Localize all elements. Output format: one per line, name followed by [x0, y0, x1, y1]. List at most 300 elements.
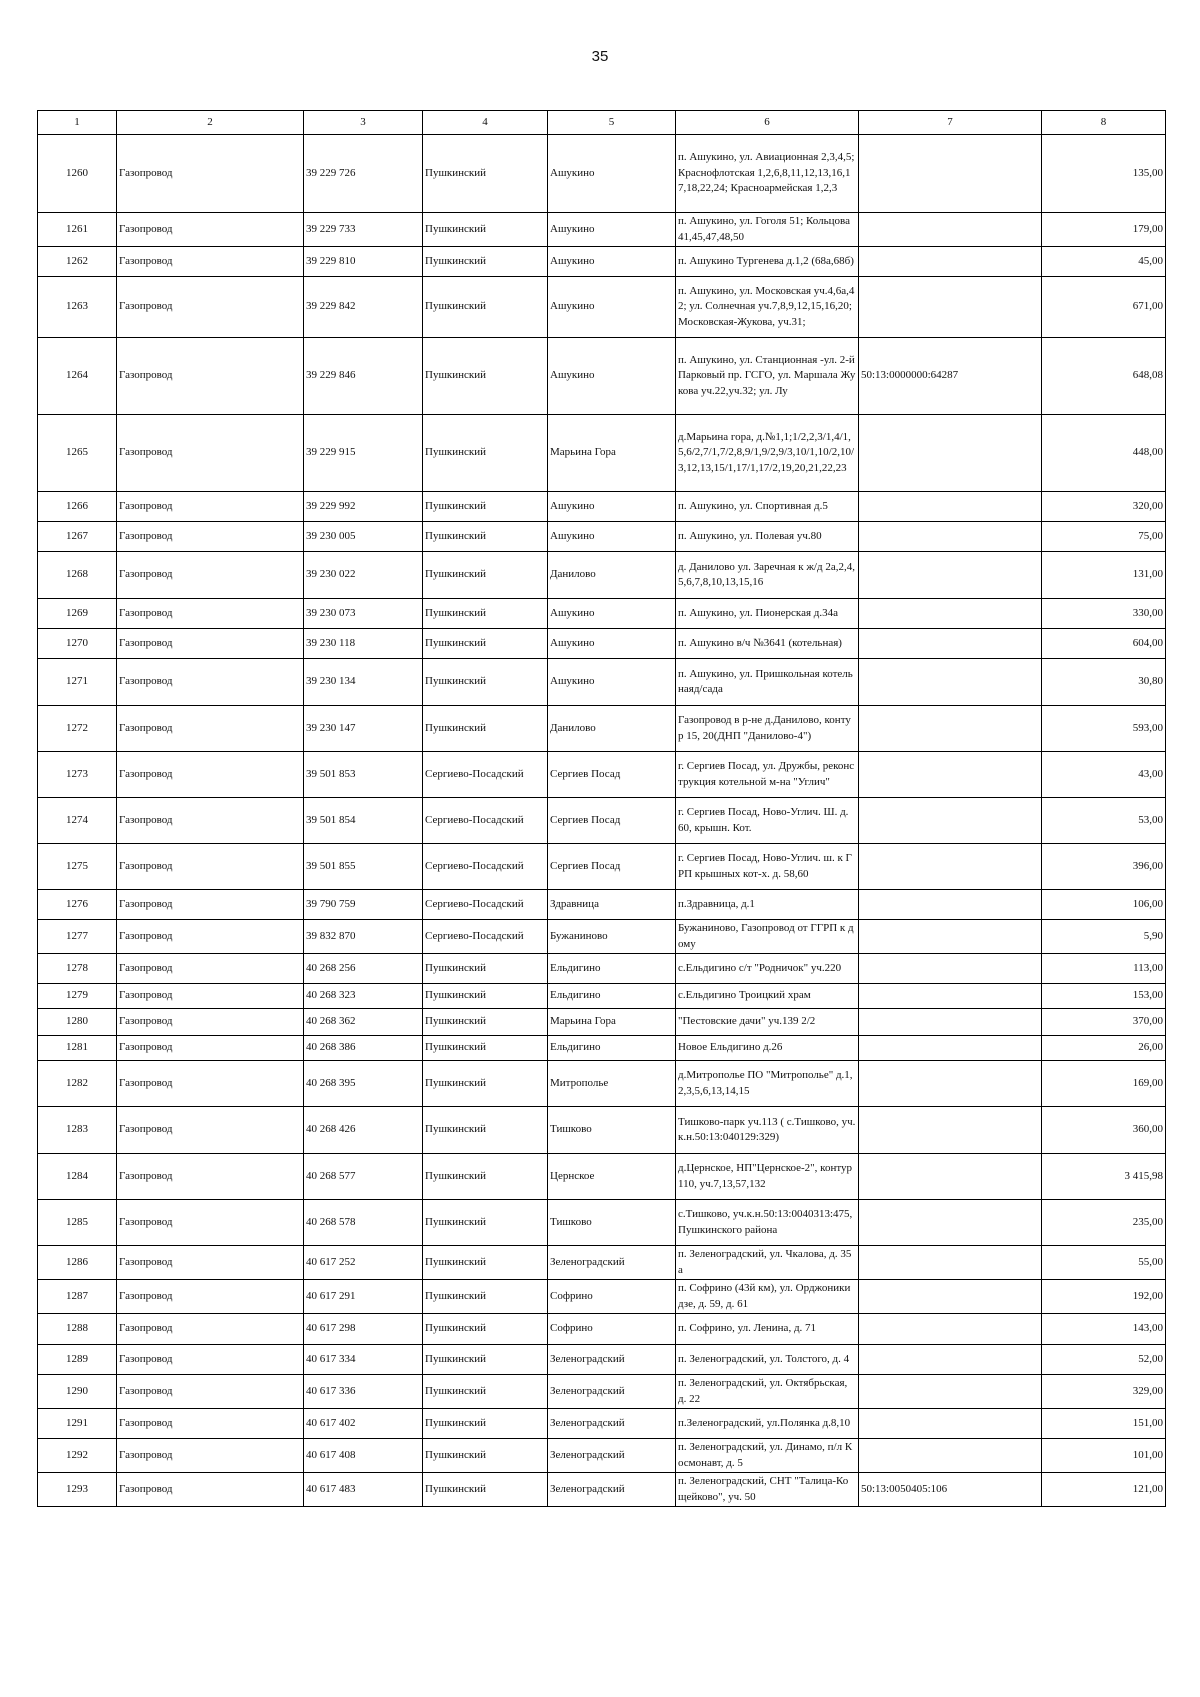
- row-number: 1287: [38, 1280, 117, 1314]
- row-number: 1270: [38, 629, 117, 659]
- length-value: 192,00: [1042, 1280, 1166, 1314]
- address-text: д.Митрополье ПО "Митрополье" д.1,2,3,5,6,13,14,15: [676, 1061, 859, 1107]
- address-text: с.Тишково, уч.к.н.50:13:0040313:475, Пушкинского района: [676, 1200, 859, 1246]
- length-value: 320,00: [1042, 492, 1166, 522]
- row-number: 1293: [38, 1473, 117, 1507]
- cadastral-number: [859, 1036, 1042, 1061]
- row-number: 1286: [38, 1246, 117, 1280]
- cadastral-number: [859, 659, 1042, 706]
- address-text: г. Сергиев Посад, Ново-Углич. ш. к ГРП крышных кот-х. д. 58,60: [676, 844, 859, 890]
- row-number: 1290: [38, 1375, 117, 1409]
- address-text: "Пестовские дачи" уч.139 2/2: [676, 1009, 859, 1036]
- address-text: Бужанинoво, Газопровод от ГГРП к дому: [676, 920, 859, 954]
- inventory-code: 39 230 022: [304, 552, 423, 599]
- table-row: [38, 1280, 1166, 1314]
- table-row: [38, 1375, 1166, 1409]
- object-name: Газопровод: [117, 1375, 304, 1409]
- inventory-code: 40 268 256: [304, 954, 423, 984]
- inventory-code: 39 229 846: [304, 338, 423, 415]
- cadastral-number: [859, 522, 1042, 552]
- object-name: Газопровод: [117, 1409, 304, 1439]
- row-number: 1284: [38, 1154, 117, 1200]
- address-text: п. Софрино (43й км), ул. Орджоникидзе, д. 59, д. 61: [676, 1280, 859, 1314]
- locality-name: Ельдигино: [548, 1036, 676, 1061]
- cadastral-number: [859, 1107, 1042, 1154]
- table-row: [38, 1246, 1166, 1280]
- locality-name: Ашукино: [548, 277, 676, 338]
- address-text: п.Здравница, д.1: [676, 890, 859, 920]
- object-name: Газопровод: [117, 1009, 304, 1036]
- district-name: Сергиево-Посадский: [423, 890, 548, 920]
- object-name: Газопровод: [117, 492, 304, 522]
- locality-name: Сергиев Посад: [548, 752, 676, 798]
- inventory-code: 40 268 577: [304, 1154, 423, 1200]
- locality-name: Здравница: [548, 890, 676, 920]
- length-value: 101,00: [1042, 1439, 1166, 1473]
- inventory-code: 39 501 855: [304, 844, 423, 890]
- object-name: Газопровод: [117, 1107, 304, 1154]
- address-text: п. Ашукино, ул. Пришкольная котельнаяд/сада: [676, 659, 859, 706]
- district-name: Пушкинский: [423, 1200, 548, 1246]
- object-name: Газопровод: [117, 1200, 304, 1246]
- district-name: Пушкинский: [423, 984, 548, 1009]
- inventory-code: 39 230 073: [304, 599, 423, 629]
- address-text: п. Зеленоградский, СНТ "Талица-Кощейково", уч. 50: [676, 1473, 859, 1507]
- address-text: п. Ашукино, ул. Московская уч.4,6а,42; ул. Солнечная уч.7,8,9,12,15,16,20; Московская-Жукова, уч.31;: [676, 277, 859, 338]
- row-number: 1265: [38, 415, 117, 492]
- district-name: Пушкинский: [423, 213, 548, 247]
- length-value: 5,90: [1042, 920, 1166, 954]
- locality-name: Зеленоградский: [548, 1375, 676, 1409]
- object-name: Газопровод: [117, 920, 304, 954]
- address-text: Новое Ельдигино д.26: [676, 1036, 859, 1061]
- inventory-code: 40 268 395: [304, 1061, 423, 1107]
- object-name: Газопровод: [117, 522, 304, 552]
- address-text: п. Ашукино, ул. Пионерская д.34а: [676, 599, 859, 629]
- cadastral-number: [859, 954, 1042, 984]
- length-value: 648,08: [1042, 338, 1166, 415]
- locality-name: Тишково: [548, 1200, 676, 1246]
- table-row: [38, 954, 1166, 984]
- address-text: п. Зеленоградский, ул. Динамо, п/л Космонавт, д. 5: [676, 1439, 859, 1473]
- row-number: 1280: [38, 1009, 117, 1036]
- row-number: 1281: [38, 1036, 117, 1061]
- inventory-code: 39 229 915: [304, 415, 423, 492]
- locality-name: Сергиев Посад: [548, 844, 676, 890]
- object-name: Газопровод: [117, 798, 304, 844]
- inventory-code: 39 230 134: [304, 659, 423, 706]
- object-name: Газопровод: [117, 1246, 304, 1280]
- inventory-code: 39 832 870: [304, 920, 423, 954]
- table-row: [38, 1200, 1166, 1246]
- cadastral-number: [859, 890, 1042, 920]
- address-text: п. Ашукино, ул. Гоголя 51; Кольцова 41,45,47,48,50: [676, 213, 859, 247]
- table-row: [38, 1314, 1166, 1345]
- district-name: Пушкинский: [423, 1061, 548, 1107]
- address-text: д. Данилово ул. Заречная к ж/д 2а,2,4,5,6,7,8,10,13,15,16: [676, 552, 859, 599]
- cadastral-number: [859, 706, 1042, 752]
- inventory-code: 40 617 298: [304, 1314, 423, 1345]
- district-name: Пушкинский: [423, 1107, 548, 1154]
- district-name: Пушкинский: [423, 659, 548, 706]
- length-value: 604,00: [1042, 629, 1166, 659]
- row-number: 1291: [38, 1409, 117, 1439]
- locality-name: Ельдигино: [548, 984, 676, 1009]
- locality-name: Ашукино: [548, 338, 676, 415]
- cadastral-number: [859, 213, 1042, 247]
- object-name: Газопровод: [117, 1280, 304, 1314]
- locality-name: Ашукино: [548, 522, 676, 552]
- column-header: 5: [548, 111, 676, 135]
- row-number: 1263: [38, 277, 117, 338]
- district-name: Пушкинский: [423, 706, 548, 752]
- address-text: п. Ашукино в/ч №3641 (котельная): [676, 629, 859, 659]
- object-name: Газопровод: [117, 844, 304, 890]
- inventory-code: 40 617 336: [304, 1375, 423, 1409]
- length-value: 30,80: [1042, 659, 1166, 706]
- address-text: п. Ашукино, ул. Полевая уч.80: [676, 522, 859, 552]
- row-number: 1277: [38, 920, 117, 954]
- row-number: 1292: [38, 1439, 117, 1473]
- district-name: Пушкинский: [423, 1409, 548, 1439]
- length-value: 370,00: [1042, 1009, 1166, 1036]
- cadastral-number: [859, 415, 1042, 492]
- object-name: Газопровод: [117, 338, 304, 415]
- address-text: п. Ашукино, ул. Станционная -ул. 2-й Парковый пр. ГСГО, ул. Маршала Жукова уч.22,уч.32; ул. Лу: [676, 338, 859, 415]
- length-value: 329,00: [1042, 1375, 1166, 1409]
- address-text: Тишково-парк уч.113 ( с.Тишково, уч.к.н.50:13:040129:329): [676, 1107, 859, 1154]
- district-name: Сергиево-Посадский: [423, 920, 548, 954]
- inventory-code: 39 230 118: [304, 629, 423, 659]
- length-value: 121,00: [1042, 1473, 1166, 1507]
- district-name: Пушкинский: [423, 1375, 548, 1409]
- inventory-code: 39 229 733: [304, 213, 423, 247]
- district-name: Пушкинский: [423, 599, 548, 629]
- district-name: Пушкинский: [423, 338, 548, 415]
- column-number-header-row: [38, 111, 1166, 135]
- cadastral-number: [859, 1345, 1042, 1375]
- table-row: [38, 1036, 1166, 1061]
- district-name: Сергиево-Посадский: [423, 844, 548, 890]
- address-text: п. Зеленоградский, ул. Чкалова, д. 35а: [676, 1246, 859, 1280]
- column-header: 6: [676, 111, 859, 135]
- length-value: 3 415,98: [1042, 1154, 1166, 1200]
- length-value: 151,00: [1042, 1409, 1166, 1439]
- district-name: Пушкинский: [423, 277, 548, 338]
- district-name: Пушкинский: [423, 415, 548, 492]
- cadastral-number: [859, 1246, 1042, 1280]
- cadastral-number: [859, 552, 1042, 599]
- table-row: [38, 1107, 1166, 1154]
- address-text: п. Ашукино, ул. Авиационная 2,3,4,5; Краснофлотская 1,2,6,8,11,12,13,16,17,18,22,24; Красноармейская 1,2,3: [676, 135, 859, 213]
- row-number: 1285: [38, 1200, 117, 1246]
- row-number: 1275: [38, 844, 117, 890]
- address-text: г. Сергиев Посад, ул. Дружбы, реконструкция котельной м-на "Углич": [676, 752, 859, 798]
- locality-name: Ашукино: [548, 135, 676, 213]
- object-name: Газопровод: [117, 706, 304, 752]
- locality-name: Цернское: [548, 1154, 676, 1200]
- gas-pipeline-registry-table: [37, 110, 1166, 1507]
- table-row: [38, 1439, 1166, 1473]
- table-row: [38, 213, 1166, 247]
- object-name: Газопровод: [117, 752, 304, 798]
- page-number: 35: [591, 48, 609, 65]
- inventory-code: 39 229 726: [304, 135, 423, 213]
- object-name: Газопровод: [117, 415, 304, 492]
- length-value: 235,00: [1042, 1200, 1166, 1246]
- table-row: [38, 920, 1166, 954]
- table-row: [38, 247, 1166, 277]
- row-number: 1271: [38, 659, 117, 706]
- row-number: 1269: [38, 599, 117, 629]
- locality-name: Ашукино: [548, 659, 676, 706]
- district-name: Пушкинский: [423, 492, 548, 522]
- address-text: д.Марьина гора, д.№1,1;1/2,2,3/1,4/1,5,6/2,7/1,7/2,8,9/1,9/2,9/3,10/1,10/2,10/3,12,13,15/1,17/1,17/2,19,20,21,22,23: [676, 415, 859, 492]
- object-name: Газопровод: [117, 1154, 304, 1200]
- length-value: 330,00: [1042, 599, 1166, 629]
- row-number: 1283: [38, 1107, 117, 1154]
- locality-name: Зеленоградский: [548, 1473, 676, 1507]
- row-number: 1278: [38, 954, 117, 984]
- inventory-code: 39 229 842: [304, 277, 423, 338]
- locality-name: Марьина Гора: [548, 1009, 676, 1036]
- district-name: Сергиево-Посадский: [423, 798, 548, 844]
- district-name: Сергиево-Посадский: [423, 752, 548, 798]
- address-text: г. Сергиев Посад, Ново-Углич. Ш. д. 60, крышн. Кот.: [676, 798, 859, 844]
- locality-name: Данилово: [548, 706, 676, 752]
- district-name: Пушкинский: [423, 954, 548, 984]
- address-text: с.Ельдигино Троицкий храм: [676, 984, 859, 1009]
- table-row: [38, 552, 1166, 599]
- locality-name: Ельдигино: [548, 954, 676, 984]
- table-row: [38, 599, 1166, 629]
- length-value: 45,00: [1042, 247, 1166, 277]
- cadastral-number: [859, 1314, 1042, 1345]
- cadastral-number: [859, 1409, 1042, 1439]
- address-text: с.Ельдигино с/т "Родничок" уч.220: [676, 954, 859, 984]
- object-name: Газопровод: [117, 1439, 304, 1473]
- length-value: 169,00: [1042, 1061, 1166, 1107]
- locality-name: Ашукино: [548, 213, 676, 247]
- locality-name: Марьина Гора: [548, 415, 676, 492]
- table-row: [38, 1409, 1166, 1439]
- cadastral-number: [859, 599, 1042, 629]
- locality-name: Зеленоградский: [548, 1409, 676, 1439]
- length-value: 43,00: [1042, 752, 1166, 798]
- locality-name: Зеленоградский: [548, 1345, 676, 1375]
- row-number: 1272: [38, 706, 117, 752]
- table-row: [38, 1473, 1166, 1507]
- cadastral-number: [859, 135, 1042, 213]
- address-text: п. Ашукино Тургенева д.1,2 (68а,68б): [676, 247, 859, 277]
- cadastral-number: [859, 1009, 1042, 1036]
- district-name: Пушкинский: [423, 1314, 548, 1345]
- length-value: 593,00: [1042, 706, 1166, 752]
- row-number: 1279: [38, 984, 117, 1009]
- length-value: 143,00: [1042, 1314, 1166, 1345]
- row-number: 1274: [38, 798, 117, 844]
- length-value: 75,00: [1042, 522, 1166, 552]
- district-name: Пушкинский: [423, 552, 548, 599]
- table-row: [38, 890, 1166, 920]
- length-value: 52,00: [1042, 1345, 1166, 1375]
- locality-name: Зеленоградский: [548, 1246, 676, 1280]
- district-name: Пушкинский: [423, 629, 548, 659]
- table-row: [38, 1009, 1166, 1036]
- column-header: 2: [117, 111, 304, 135]
- district-name: Пушкинский: [423, 1154, 548, 1200]
- table-row: [38, 492, 1166, 522]
- cadastral-number: [859, 1200, 1042, 1246]
- inventory-code: 39 230 005: [304, 522, 423, 552]
- table-row: [38, 706, 1166, 752]
- cadastral-number: [859, 984, 1042, 1009]
- row-number: 1273: [38, 752, 117, 798]
- length-value: 396,00: [1042, 844, 1166, 890]
- address-text: п. Софрино, ул. Ленина, д. 71: [676, 1314, 859, 1345]
- inventory-code: 40 617 402: [304, 1409, 423, 1439]
- district-name: Пушкинский: [423, 135, 548, 213]
- length-value: 113,00: [1042, 954, 1166, 984]
- table-row: [38, 338, 1166, 415]
- row-number: 1261: [38, 213, 117, 247]
- column-header: 7: [859, 111, 1042, 135]
- cadastral-number: 50:13:0050405:106: [859, 1473, 1042, 1507]
- row-number: 1260: [38, 135, 117, 213]
- cadastral-number: [859, 1439, 1042, 1473]
- district-name: Пушкинский: [423, 1280, 548, 1314]
- table-row: [38, 277, 1166, 338]
- address-text: п. Зеленоградский, ул. Толстого, д. 4: [676, 1345, 859, 1375]
- inventory-code: 39 790 759: [304, 890, 423, 920]
- column-header: 1: [38, 111, 117, 135]
- cadastral-number: [859, 247, 1042, 277]
- row-number: 1289: [38, 1345, 117, 1375]
- object-name: Газопровод: [117, 954, 304, 984]
- length-value: 360,00: [1042, 1107, 1166, 1154]
- length-value: 153,00: [1042, 984, 1166, 1009]
- table-row: [38, 629, 1166, 659]
- object-name: Газопровод: [117, 659, 304, 706]
- cadastral-number: [859, 1375, 1042, 1409]
- district-name: Пушкинский: [423, 1345, 548, 1375]
- length-value: 179,00: [1042, 213, 1166, 247]
- inventory-code: 39 229 992: [304, 492, 423, 522]
- inventory-code: 40 617 252: [304, 1246, 423, 1280]
- length-value: 135,00: [1042, 135, 1166, 213]
- object-name: Газопровод: [117, 1061, 304, 1107]
- cadastral-number: [859, 629, 1042, 659]
- column-header: 4: [423, 111, 548, 135]
- locality-name: Ашукино: [548, 629, 676, 659]
- cadastral-number: [859, 844, 1042, 890]
- cadastral-number: [859, 492, 1042, 522]
- locality-name: Сергиев Посад: [548, 798, 676, 844]
- locality-name: Ашукино: [548, 492, 676, 522]
- address-text: п. Ашукино, ул. Спортивная д.5: [676, 492, 859, 522]
- table-row: [38, 415, 1166, 492]
- inventory-code: 39 229 810: [304, 247, 423, 277]
- table-row: [38, 1061, 1166, 1107]
- cadastral-number: [859, 1154, 1042, 1200]
- address-text: д.Цернское, НП"Цернское-2", контур 110, уч.7,13,57,132: [676, 1154, 859, 1200]
- cadastral-number: [859, 277, 1042, 338]
- inventory-code: 40 617 483: [304, 1473, 423, 1507]
- locality-name: Ашукино: [548, 599, 676, 629]
- locality-name: Бужанинoво: [548, 920, 676, 954]
- length-value: 671,00: [1042, 277, 1166, 338]
- address-text: п. Зеленоградский, ул. Октябрьская, д. 22: [676, 1375, 859, 1409]
- table-row: [38, 984, 1166, 1009]
- column-header: 3: [304, 111, 423, 135]
- cadastral-number: [859, 798, 1042, 844]
- address-text: п.Зеленоградский, ул.Полянка д.8,10: [676, 1409, 859, 1439]
- locality-name: Данилово: [548, 552, 676, 599]
- object-name: Газопровод: [117, 1314, 304, 1345]
- locality-name: Митрополье: [548, 1061, 676, 1107]
- table-row: [38, 1154, 1166, 1200]
- row-number: 1276: [38, 890, 117, 920]
- object-name: Газопровод: [117, 629, 304, 659]
- district-name: Пушкинский: [423, 1439, 548, 1473]
- object-name: Газопровод: [117, 984, 304, 1009]
- table-row: [38, 1345, 1166, 1375]
- locality-name: Зеленоградский: [548, 1439, 676, 1473]
- address-text: Газопровод в р-не д.Данилово, контур 15, 20(ДНП "Данилово-4"): [676, 706, 859, 752]
- row-number: 1288: [38, 1314, 117, 1345]
- object-name: Газопровод: [117, 277, 304, 338]
- row-number: 1268: [38, 552, 117, 599]
- inventory-code: 40 268 362: [304, 1009, 423, 1036]
- inventory-code: 40 268 323: [304, 984, 423, 1009]
- object-name: Газопровод: [117, 213, 304, 247]
- object-name: Газопровод: [117, 1473, 304, 1507]
- object-name: Газопровод: [117, 599, 304, 629]
- table-row: [38, 752, 1166, 798]
- length-value: 106,00: [1042, 890, 1166, 920]
- district-name: Пушкинский: [423, 522, 548, 552]
- length-value: 131,00: [1042, 552, 1166, 599]
- cadastral-number: 50:13:0000000:64287: [859, 338, 1042, 415]
- district-name: Пушкинский: [423, 1036, 548, 1061]
- district-name: Пушкинский: [423, 1246, 548, 1280]
- length-value: 53,00: [1042, 798, 1166, 844]
- length-value: 448,00: [1042, 415, 1166, 492]
- inventory-code: 39 230 147: [304, 706, 423, 752]
- inventory-code: 40 617 408: [304, 1439, 423, 1473]
- row-number: 1264: [38, 338, 117, 415]
- inventory-code: 40 268 426: [304, 1107, 423, 1154]
- table-row: [38, 659, 1166, 706]
- district-name: Пушкинский: [423, 1473, 548, 1507]
- object-name: Газопровод: [117, 135, 304, 213]
- table-row: [38, 135, 1166, 213]
- column-header: 8: [1042, 111, 1166, 135]
- table-row: [38, 844, 1166, 890]
- object-name: Газопровод: [117, 552, 304, 599]
- district-name: Пушкинский: [423, 1009, 548, 1036]
- locality-name: Софрино: [548, 1280, 676, 1314]
- district-name: Пушкинский: [423, 247, 548, 277]
- row-number: 1267: [38, 522, 117, 552]
- inventory-code: 40 617 291: [304, 1280, 423, 1314]
- cadastral-number: [859, 920, 1042, 954]
- cadastral-number: [859, 1061, 1042, 1107]
- length-value: 26,00: [1042, 1036, 1166, 1061]
- cadastral-number: [859, 1280, 1042, 1314]
- locality-name: Софрино: [548, 1314, 676, 1345]
- table-row: [38, 522, 1166, 552]
